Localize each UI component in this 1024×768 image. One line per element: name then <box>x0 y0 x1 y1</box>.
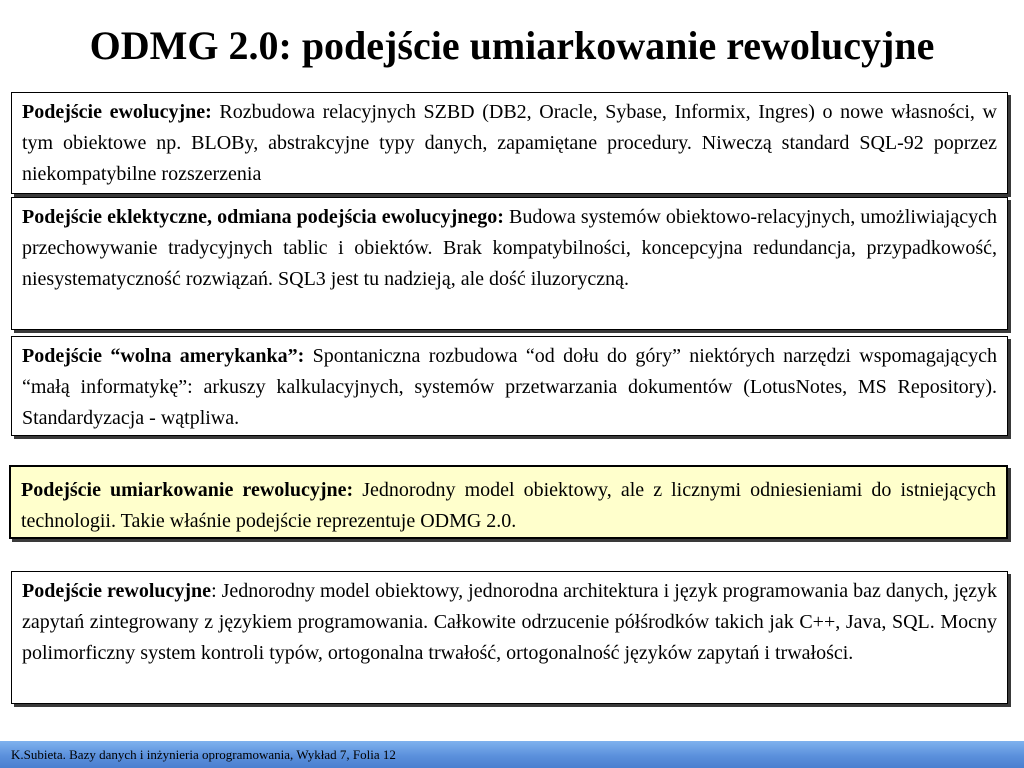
approach-label: Podejście “wolna amerykanka”: <box>22 345 305 367</box>
approach-description: Budowa systemów obiektowo-relacyjnych, umożliwiających przechowywanie tradycyjnych tablic i obiektów. Brak kompatybilności, koncepcyjna redundancja, przypadkowość, niesystematyczność rozwiązań. SQL3 jest tu nadzieją, ale dość iluzoryczną. <box>22 206 997 290</box>
approach-box-revolutionary <box>11 571 1008 704</box>
approach-label: Podejście umiarkowanie rewolucyjne: <box>21 479 354 501</box>
approach-box-eclectic <box>11 197 1008 330</box>
footer-bar <box>0 741 1024 768</box>
approach-label: Podejście rewolucyjne <box>22 580 212 602</box>
approach-box-evolutionary <box>11 92 1008 194</box>
slide-title: ODMG 2.0: podejście umiarkowanie rewolucyjne <box>89 23 935 68</box>
footer-caption: K.Subieta. Bazy danych i inżynieria oprogramowania, Wykład 7, Folia 12 <box>11 747 396 762</box>
approach-description: : Jednorodny model obiektowy, jednorodna architektura i język programowania baz danych, język zapytań zintegrowany z językiem programowania. Całkowite odrzucenie półśrodków takich jak C++, Java, SQL. Mocny polimorficzny system kontroli typów, ortogonalna trwałość, ortogonalność języków zapytań i trwałości. <box>22 580 997 664</box>
approach-description: Jednorodny model obiektowy, ale z licznymi odniesieniami do istniejących technologii. Takie właśnie podejście reprezentuje ODMG 2.0. <box>21 479 996 532</box>
approach-box-moderately-revolutionary <box>9 465 1008 539</box>
approach-box-free-for-all <box>11 336 1008 436</box>
approach-description: Rozbudowa relacyjnych SZBD (DB2, Oracle, Sybase, Informix, Ingres) o nowe własności, w tym obiektowe np. BLOBy, abstrakcyjne typy danych, zapamiętane procedury. Niweczą standard SQL-92 poprzez niekompatybilne rozszerzenia <box>22 101 997 185</box>
approach-label: Podejście eklektyczne, odmiana podejścia ewolucyjnego: <box>22 206 504 228</box>
approach-label: Podejście ewolucyjne: <box>22 101 212 123</box>
approach-description: Spontaniczna rozbudowa “od dołu do góry” niektórych narzędzi wspomagających “małą informatykę”: arkuszy kalkulacyjnych, systemów przetwarzania dokumentów (LotusNotes, MS Repository). Standardyzacja - wątpliwa. <box>22 345 997 429</box>
